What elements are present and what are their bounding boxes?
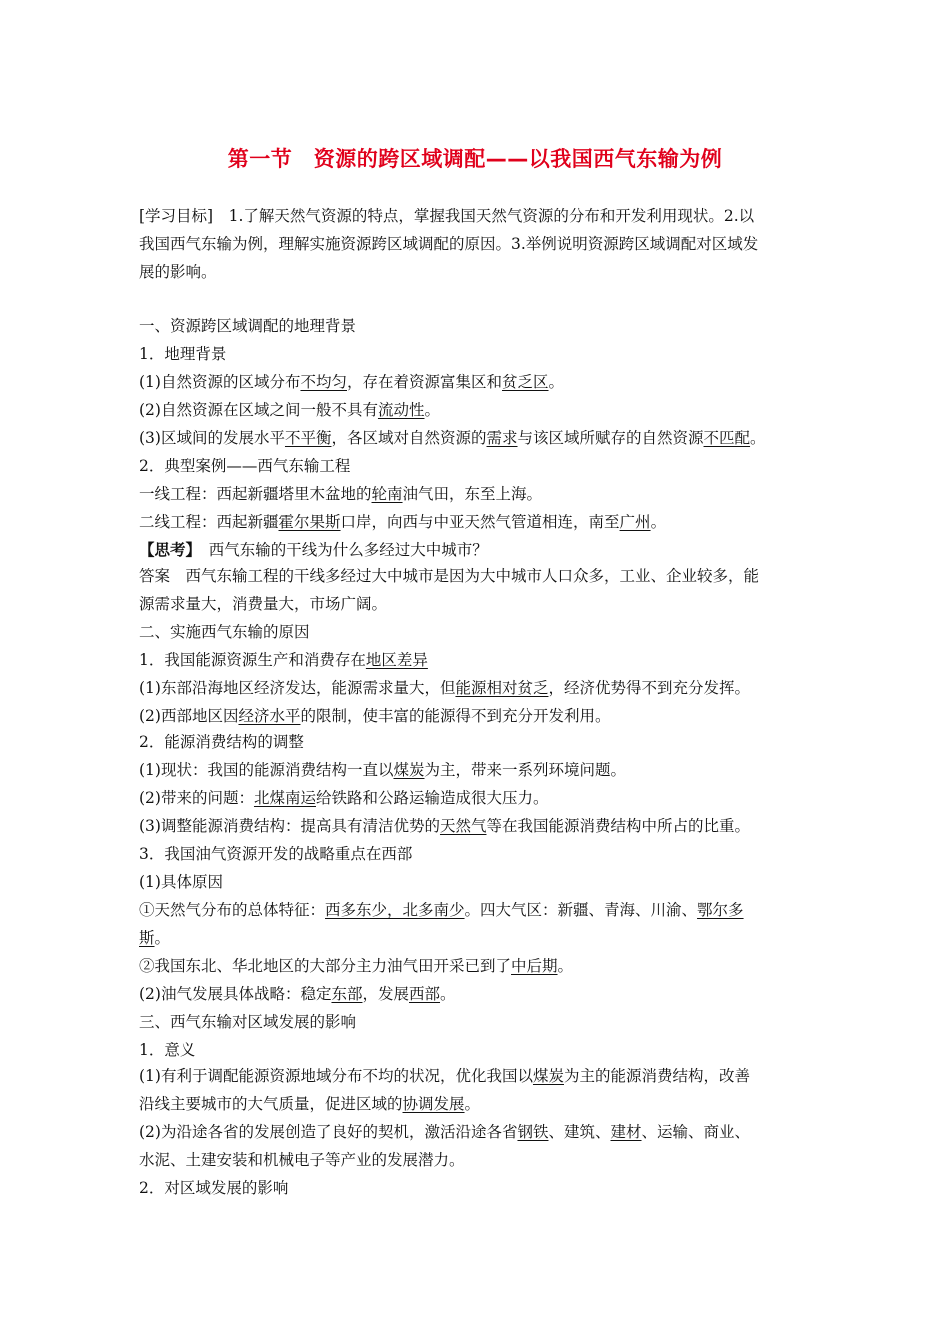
underlined-answer: 鄂尔多 — [697, 901, 744, 919]
body-line — [139, 816, 750, 836]
text-segment: (1)东部沿海地区经济发达，能源需求量大，但 — [139, 679, 456, 697]
underlined-answer: 不平衡 — [284, 429, 332, 447]
underlined-answer: 煤炭 — [532, 1067, 564, 1085]
body-line — [139, 372, 564, 392]
text-segment: 1．地理背景 — [139, 345, 227, 363]
body-line — [139, 1094, 480, 1114]
underlined-answer: 轮南 — [371, 485, 403, 503]
underlined-answer: 不均匀 — [300, 373, 347, 391]
underlined-answer: 中后期 — [511, 957, 558, 975]
underlined-answer: 北煤南运 — [253, 789, 316, 807]
underlined-answer: 建材 — [610, 1123, 642, 1141]
text-segment: 。 — [750, 429, 766, 447]
text-segment: ②我国东北、华北地区的大部分主力油气田开采已到了 — [139, 957, 512, 975]
underlined-answer: 西多东少，北多南少 — [325, 901, 465, 919]
body-line — [139, 428, 766, 448]
text-segment: 。 — [464, 1095, 481, 1113]
underlined-answer: 东部 — [331, 985, 363, 1003]
text-segment: ①天然气分布的总体特征： — [139, 901, 326, 919]
text-segment: (1)具体原因 — [139, 873, 223, 891]
body-line — [139, 678, 750, 698]
underlined-answer: 能源相对贫乏 — [455, 679, 549, 697]
underlined-answer: 需求 — [486, 429, 518, 447]
underlined-answer: 煤炭 — [393, 761, 425, 779]
body-line — [139, 872, 223, 892]
text-segment: 、运输、商业、 — [641, 1123, 751, 1141]
body-line — [139, 1178, 288, 1198]
text-segment: (2)油气发展具体战略：稳定 — [139, 985, 332, 1003]
text-segment: 西气东输的干线为什么多经过大中城市？ — [193, 541, 488, 559]
text-segment: 答案 西气东输工程的干线多经过大中城市是因为大中城市人口众多，工业、企业较多，能 — [139, 567, 760, 585]
text-segment: 1．意义 — [139, 1041, 196, 1059]
underlined-answer: 霍尔果斯 — [278, 513, 341, 531]
underlined-answer: 西部 — [409, 985, 441, 1003]
body-line — [139, 1012, 356, 1032]
text-segment: 、建筑、 — [548, 1123, 611, 1141]
body-line — [139, 1040, 195, 1060]
text-segment: 。 — [557, 957, 574, 975]
body-line — [139, 484, 542, 504]
text-segment: 三、西气东输对区域发展的影响 — [139, 1013, 357, 1031]
text-segment: (1)自然资源的区域分布 — [139, 373, 301, 391]
section-title: 第一节 资源的跨区域调配——以我国西气东输为例 — [227, 147, 723, 171]
body-line — [139, 788, 549, 808]
body-line — [139, 844, 412, 864]
body-line — [139, 1066, 750, 1086]
body-line — [139, 650, 428, 670]
text-segment: 口岸，向西与中亚天然气管道相连，南至 — [340, 513, 620, 531]
body-line — [139, 316, 356, 336]
text-segment: (2)西部地区因 — [139, 707, 239, 725]
text-segment: (3)区域间的发展水平 — [139, 429, 285, 447]
underlined-answer: 经济水平 — [238, 707, 301, 725]
text-segment: ，发展 — [362, 985, 409, 1003]
body-line — [139, 400, 440, 420]
body-line — [139, 928, 170, 948]
underlined-answer: 天然气 — [439, 817, 487, 835]
underlined-answer: 斯 — [139, 929, 155, 947]
text-segment: 二线工程：西起新疆 — [139, 513, 279, 531]
underlined-answer: 协调发展 — [402, 1095, 465, 1113]
text-segment: 3．我国油气资源开发的战略重点在西部 — [139, 845, 413, 863]
body-line — [139, 566, 759, 586]
text-segment: 1．我国能源资源生产和消费存在 — [139, 651, 366, 669]
text-segment: (1)有利于调配能源资源地域分布不均的状况，优化我国以 — [139, 1067, 533, 1085]
text-segment: [学习目标] 1.了解天然气资源的特点，掌握我国天然气资源的分布和开发利用现状。2.以 — [139, 207, 755, 225]
body-line — [139, 344, 226, 364]
text-segment: 2．能源消费结构的调整 — [139, 733, 304, 751]
underlined-answer: 贫乏区 — [502, 373, 549, 391]
text-segment: 等在我国能源消费结构中所占的比重。 — [486, 817, 750, 835]
body-line — [139, 456, 350, 476]
text-segment: 给铁路和公路运输造成很大压力。 — [315, 789, 549, 807]
text-segment: 【思考】 — [139, 540, 194, 559]
text-segment: 。 — [650, 513, 667, 531]
text-segment: 。 — [440, 985, 456, 1003]
text-segment: (2)带来的问题： — [139, 789, 254, 807]
text-segment: 一、资源跨区域调配的地理背景 — [139, 317, 357, 335]
text-segment: 油气田，东至上海。 — [402, 485, 543, 503]
text-segment: (1)现状：我国的能源消费结构一直以 — [139, 761, 394, 779]
text-segment: (2)为沿途各省的发展创造了良好的契机，激活沿途各省 — [139, 1123, 518, 1141]
text-segment: 。四大气区：新疆、青海、川渝、 — [464, 901, 698, 919]
underlined-answer: 流动性 — [377, 401, 425, 419]
text-segment: 展的影响。 — [139, 263, 217, 281]
body-line — [139, 540, 488, 560]
text-segment: 的限制，使丰富的能源得不到充分开发利用。 — [300, 707, 611, 725]
body-line — [139, 956, 573, 976]
learning-objective-line — [139, 234, 758, 254]
learning-objective-line — [139, 262, 217, 282]
text-segment: (2)自然资源在区域之间一般不具有 — [139, 401, 378, 419]
text-segment: 2．对区域发展的影响 — [139, 1179, 289, 1197]
text-segment: 为主的能源消费结构，改善 — [563, 1067, 750, 1085]
text-segment: ，各区域对自然资源的 — [331, 429, 487, 447]
underlined-answer: 钢铁 — [517, 1123, 549, 1141]
text-segment: 二、实施西气东输的原因 — [139, 623, 310, 641]
text-segment: 水泥、土建安装和机械电子等产业的发展潜力。 — [139, 1151, 465, 1169]
text-segment: 一线工程：西起新疆塔里木盆地的 — [139, 485, 372, 503]
text-segment: 。 — [548, 373, 565, 391]
body-line — [139, 900, 744, 920]
body-line — [139, 594, 387, 614]
body-line — [139, 732, 304, 752]
text-segment: ，经济优势得不到充分发挥。 — [548, 679, 750, 697]
learning-objective-line — [139, 206, 754, 226]
text-segment: 2．典型案例——西气东输工程 — [139, 457, 351, 475]
text-segment: 与该区域所赋存的自然资源 — [517, 429, 704, 447]
text-segment: ，存在着资源富集区和 — [346, 373, 502, 391]
body-line — [139, 622, 310, 642]
body-line — [139, 706, 611, 726]
text-segment: 。 — [154, 929, 171, 947]
body-line — [139, 984, 456, 1004]
text-segment: 。 — [424, 401, 440, 419]
body-line — [139, 760, 626, 780]
underlined-answer: 广州 — [619, 513, 651, 531]
text-segment: 为主，带来一系列环境问题。 — [424, 761, 626, 779]
body-line — [139, 1122, 750, 1142]
text-segment: 源需求量大，消费量大，市场广阔。 — [139, 595, 388, 613]
text-segment: 我国西气东输为例，理解实施资源跨区域调配的原因。3.举例说明资源跨区域调配对区域发 — [139, 235, 759, 253]
text-segment: (3)调整能源消费结构：提高具有清洁优势的 — [139, 817, 440, 835]
text-segment: 沿线主要城市的大气质量，促进区域的 — [139, 1095, 403, 1113]
body-line — [139, 1150, 465, 1170]
body-line — [139, 512, 666, 532]
underlined-answer: 不匹配 — [703, 429, 751, 447]
underlined-answer: 地区差异 — [365, 651, 428, 669]
